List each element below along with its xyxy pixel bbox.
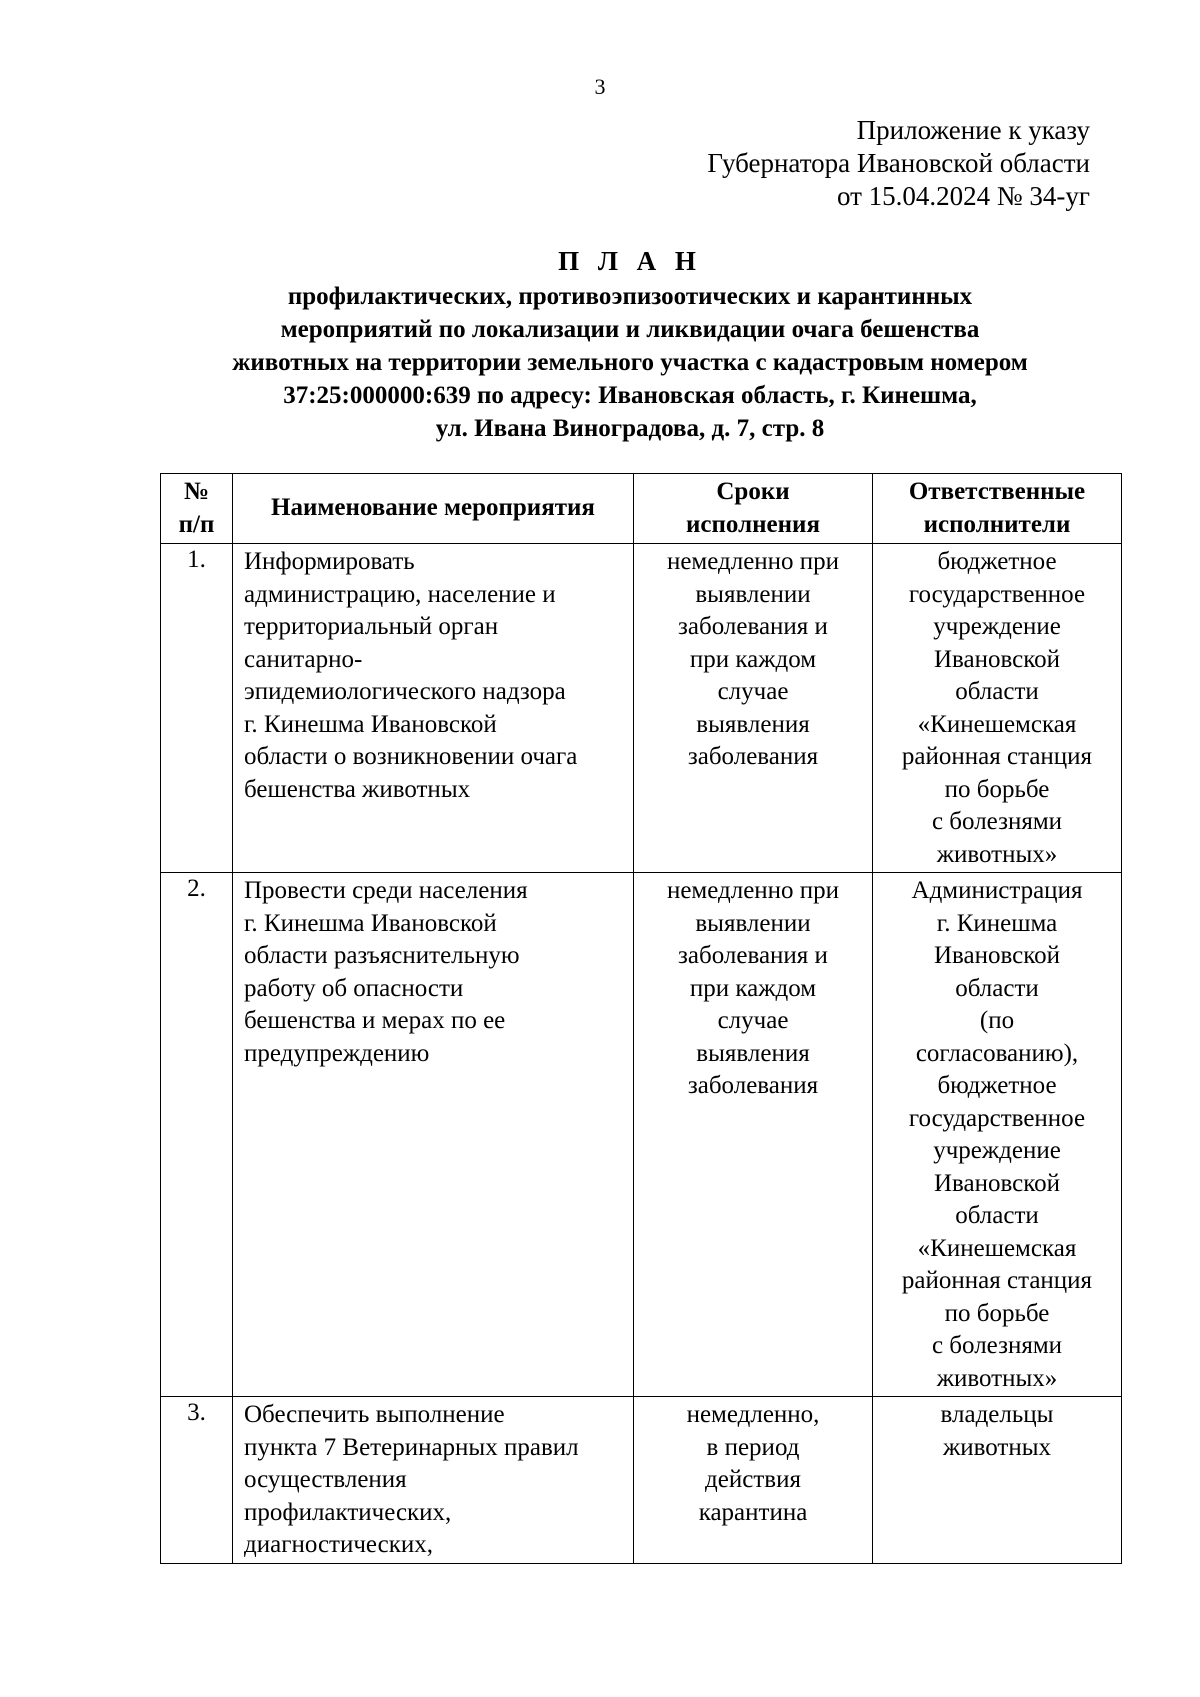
header-num xyxy=(161,474,233,544)
cell-line: районная станция xyxy=(901,1267,1093,1294)
cell-line: немедленно при xyxy=(666,877,840,904)
cell-line: с болезнями xyxy=(931,808,1063,835)
cell-line: владельцы xyxy=(940,1401,1054,1428)
activity-name xyxy=(233,1397,634,1564)
row-number: 2. xyxy=(161,873,233,1397)
cell-line: выявления xyxy=(696,710,810,738)
cell-line: немедленно, xyxy=(686,1401,820,1428)
cell-line: (по xyxy=(979,1007,1015,1034)
cell-line: п/п xyxy=(178,510,215,538)
cell-line: исполнители xyxy=(923,510,1071,538)
cell-line: Администрация xyxy=(911,877,1083,904)
cell-line: случае xyxy=(717,1007,789,1034)
cell-line: заболевания и xyxy=(678,942,828,969)
cell-line: Ивановской xyxy=(933,942,1060,969)
activity-term xyxy=(634,873,873,1397)
cell-line: пункта 7 Ветеринарных правил xyxy=(244,1433,579,1461)
cell-line: карантина xyxy=(698,1498,808,1526)
appendix-note xyxy=(707,114,1090,213)
cell-line: немедленно при xyxy=(666,548,840,575)
cell-line: работу об опасности xyxy=(244,974,464,1002)
cell-line: Провести среди населения xyxy=(244,877,528,904)
activity-name xyxy=(233,873,634,1397)
cell-line: бешенства животных xyxy=(244,775,471,803)
cell-line: районная станция xyxy=(901,743,1093,770)
cell-line: г. Кинешма Ивановской xyxy=(244,710,497,738)
cell-line: области разъяснительную xyxy=(244,942,520,969)
cell-line: «Кинешемская xyxy=(917,710,1077,738)
cell-line: эпидемиологического надзора xyxy=(244,678,566,705)
cell-line: выявления xyxy=(696,1039,810,1067)
plan-heading: П Л А Н xyxy=(558,246,702,276)
cell-line: осуществления xyxy=(244,1466,407,1493)
activity-term xyxy=(634,544,873,873)
cell-line: г. Кинешма Ивановской xyxy=(244,909,497,937)
table-row xyxy=(161,1397,1122,1564)
cell-line: администрацию, население и xyxy=(244,580,556,608)
cell-line: действия xyxy=(705,1466,801,1493)
table-header-row xyxy=(161,474,1122,544)
cell-line: исполнения xyxy=(686,510,820,538)
cell-line: Обеспечить выполнение xyxy=(244,1401,505,1428)
cell-line: профилактических, xyxy=(244,1498,452,1526)
appendix-line-2: Губернатора Ивановской области xyxy=(707,148,1090,178)
cell-line: заболевания xyxy=(687,1072,819,1099)
cell-line: «Кинешемская xyxy=(917,1234,1077,1262)
header-resp xyxy=(873,474,1122,544)
cell-line: области xyxy=(955,678,1039,705)
cell-line: Ивановской xyxy=(933,1169,1060,1197)
activity-responsible xyxy=(873,1397,1122,1564)
cell-line: с болезнями xyxy=(931,1332,1063,1359)
appendix-line-3: от 15.04.2024 № 34-уг xyxy=(836,181,1090,211)
cell-line: области о возникновении очага xyxy=(244,743,578,770)
cell-line: Сроки xyxy=(716,478,790,505)
cell-line: государственное xyxy=(908,1104,1086,1132)
cell-line: заболевания xyxy=(687,743,819,770)
cell-line: Ивановской xyxy=(933,645,1060,673)
cell-line: в период xyxy=(706,1433,800,1461)
plan-table xyxy=(160,473,1122,1564)
cell-line: г. Кинешма xyxy=(936,909,1058,937)
cell-line: животных xyxy=(942,1433,1052,1461)
table-row xyxy=(161,544,1122,873)
document-title xyxy=(0,244,1200,445)
cell-line: животных» xyxy=(936,840,1058,868)
cell-line: при каждом xyxy=(689,645,817,673)
cell-line: при каждом xyxy=(689,974,817,1002)
cell-line: животных» xyxy=(936,1364,1058,1392)
title-line-5: ул. Ивана Виноградова, д. 7, стр. 8 xyxy=(435,415,825,442)
activity-name xyxy=(233,544,634,873)
activity-responsible xyxy=(873,544,1122,873)
cell-line: государственное xyxy=(908,580,1086,608)
cell-line: Наименование мероприятия xyxy=(271,494,595,522)
cell-line: выявлении xyxy=(695,580,811,608)
cell-line: Информировать xyxy=(244,548,415,575)
row-number: 3. xyxy=(161,1397,233,1564)
title-line-1: профилактических, противоэпизоотических и карантинных xyxy=(287,283,973,310)
cell-line: бюджетное xyxy=(937,1072,1057,1099)
header-term xyxy=(634,474,873,544)
cell-line: области xyxy=(955,1202,1039,1229)
cell-line: предупреждению xyxy=(244,1039,430,1067)
cell-line: санитарно- xyxy=(244,645,363,673)
title-line-2: мероприятий по локализации и ликвидации очага бешенства xyxy=(280,316,980,343)
cell-line: учреждение xyxy=(933,1137,1061,1164)
cell-line: выявлении xyxy=(695,909,811,937)
cell-line: по борьбе xyxy=(944,775,1050,803)
cell-line: диагностических, xyxy=(244,1531,434,1558)
activity-term xyxy=(634,1397,873,1564)
activity-responsible xyxy=(873,873,1122,1397)
cell-line: заболевания и xyxy=(678,613,828,640)
cell-line: № xyxy=(183,478,210,505)
appendix-line-1: Приложение к указу xyxy=(856,115,1090,145)
cell-line: территориальный орган xyxy=(244,613,499,640)
header-name xyxy=(233,474,634,544)
cell-line: области xyxy=(955,974,1039,1002)
cell-line: Ответственные xyxy=(908,478,1086,505)
cell-line: бюджетное xyxy=(937,548,1057,575)
page-number: 3 xyxy=(594,74,606,99)
cell-line: по борьбе xyxy=(944,1299,1050,1327)
cell-line: случае xyxy=(717,678,789,705)
cell-line: согласованию), xyxy=(915,1039,1079,1067)
title-line-3: животных на территории земельного участка с кадастровым номером xyxy=(232,349,1028,376)
title-line-4: 37:25:000000:639 по адресу: Ивановская область, г. Кинешма, xyxy=(283,382,977,409)
table-row xyxy=(161,873,1122,1397)
cell-line: бешенства и мерах по ее xyxy=(244,1007,506,1034)
cell-line: учреждение xyxy=(933,613,1061,640)
row-number: 1. xyxy=(161,544,233,873)
